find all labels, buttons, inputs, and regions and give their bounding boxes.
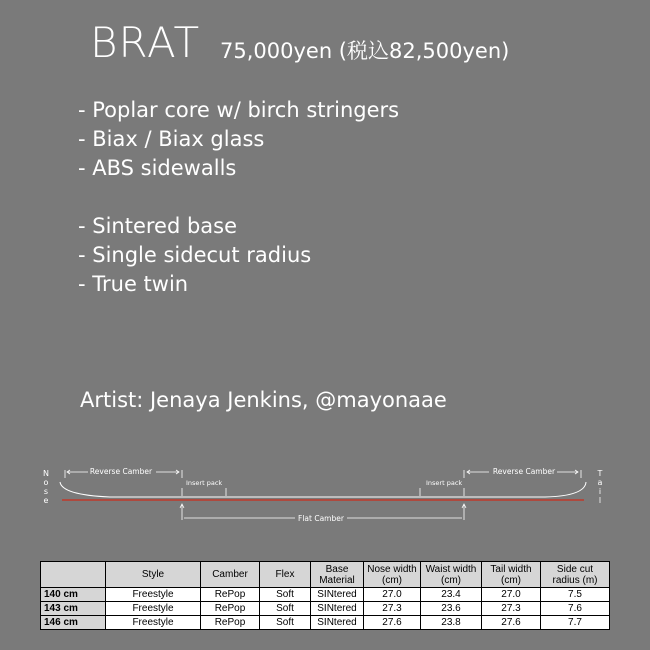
reverse-camber-left-label: Reverse Camber <box>89 467 153 476</box>
table-row <box>41 588 610 602</box>
table-cell: SINtered <box>311 602 364 616</box>
feature-spacer <box>78 183 399 212</box>
feature-item: - Poplar core w/ birch stringers <box>78 98 400 122</box>
table-cell: SINtered <box>311 616 364 630</box>
svg-text:Nose: N o s e <box>43 469 49 505</box>
table-cell: Soft <box>260 616 311 630</box>
reverse-camber-right-label: Reverse Camber <box>492 467 556 476</box>
table-cell: RePop <box>201 588 260 602</box>
table-row <box>41 602 610 616</box>
svg-text:Tail: T a i l <box>597 469 603 505</box>
nose-label <box>43 469 49 505</box>
flat-camber-label: Flat Camber <box>298 514 344 523</box>
specs-header-cell: Camber <box>201 562 260 588</box>
table-cell: 27.6 <box>482 616 541 630</box>
board-size-cell: 146 cm <box>41 616 106 630</box>
specs-header-cell: Nose width (cm) <box>364 562 421 588</box>
table-cell: RePop <box>201 602 260 616</box>
table-cell: 23.6 <box>421 602 482 616</box>
insert-pack-left-label: Insert pack <box>186 479 223 487</box>
specs-header-row <box>41 562 610 588</box>
specs-header-cell: Tail width (cm) <box>482 562 541 588</box>
feature-item: - Biax / Biax glass <box>78 127 265 151</box>
artist-credit: Artist: Jenaya Jenkins, @mayonaae <box>80 388 447 412</box>
insert-pack-ticks <box>182 488 464 496</box>
specs-header-cell <box>41 562 106 588</box>
specs-table <box>40 561 610 630</box>
table-row <box>41 616 610 630</box>
specs-header-cell: Base Material <box>311 562 364 588</box>
board-size-cell: 140 cm <box>41 588 106 602</box>
specs-header-cell: Flex <box>260 562 311 588</box>
table-cell: Freestyle <box>106 616 201 630</box>
board-outline <box>60 482 586 497</box>
table-cell: 7.6 <box>541 602 610 616</box>
table-cell: Freestyle <box>106 602 201 616</box>
specs-header-cell: Side cut radius (m) <box>541 562 610 588</box>
feature-item: - Sintered base <box>78 214 238 238</box>
camber-profile-diagram <box>0 460 650 540</box>
table-cell: 27.0 <box>482 588 541 602</box>
table-cell: 27.3 <box>364 602 421 616</box>
table-cell: 7.5 <box>541 588 610 602</box>
table-cell: Soft <box>260 602 311 616</box>
table-cell: Freestyle <box>106 588 201 602</box>
feature-item: - Single sidecut radius <box>78 243 312 267</box>
product-price: 75,000yen (税込82,500yen) <box>220 39 510 63</box>
table-cell: Soft <box>260 588 311 602</box>
table-cell: SINtered <box>311 588 364 602</box>
table-cell: 23.4 <box>421 588 482 602</box>
tail-label <box>597 469 603 505</box>
insert-pack-right-label: Insert pack <box>426 479 463 487</box>
specs-header-cell: Waist width (cm) <box>421 562 482 588</box>
table-cell: 27.3 <box>482 602 541 616</box>
table-cell: 27.0 <box>364 588 421 602</box>
feature-item: - ABS sidewalls <box>78 156 237 180</box>
feature-item: - True twin <box>78 272 189 296</box>
table-cell: RePop <box>201 616 260 630</box>
product-title: BRAT <box>90 18 201 67</box>
specs-header-cell: Style <box>106 562 201 588</box>
table-cell: 23.8 <box>421 616 482 630</box>
table-cell: 27.6 <box>364 616 421 630</box>
board-size-cell: 143 cm <box>41 602 106 616</box>
feature-list <box>78 96 399 299</box>
table-cell: 7.7 <box>541 616 610 630</box>
